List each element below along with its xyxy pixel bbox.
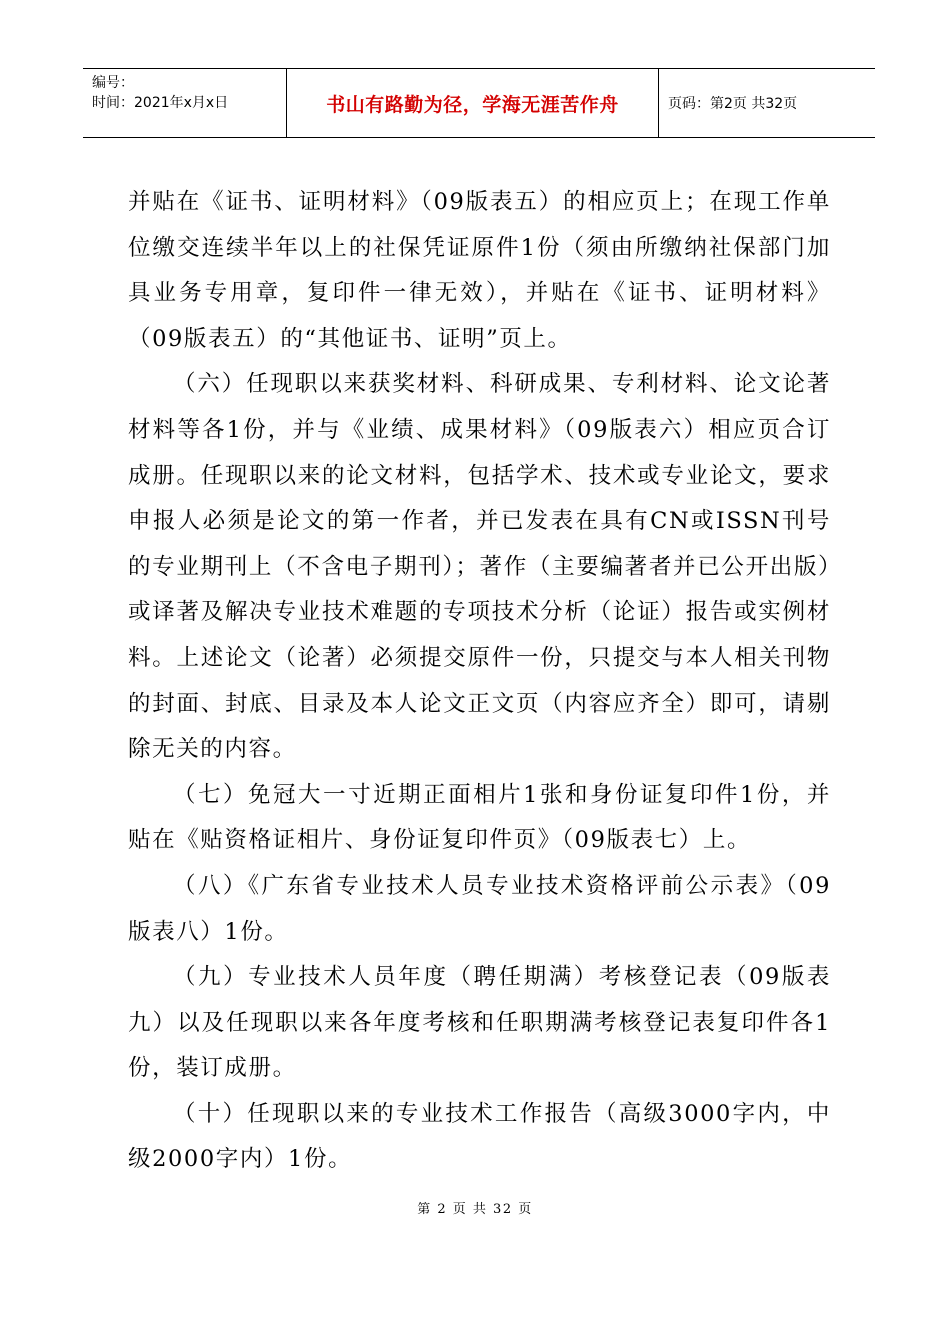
header-motto-cell [286, 69, 659, 137]
document-number-label: 编号： [92, 75, 134, 91]
body-paragraph-item-7: （七）免冠大一寸近期正面相片1张和身份证复印件1份，并贴在《贴资格证相片、身份证复印件页》（09版表七）上。 [128, 781, 831, 854]
body-paragraph-item-8: （八）《广东省专业技术人员专业技术资格评前公示表》（09版表八）1份。 [128, 872, 831, 945]
body-paragraph-continued: 并贴在《证书、证明材料》（09版表五）的相应页上；在现工作单位缴交连续半年以上的社保凭证原件1份（须由所缴纳社保部门加具业务专用章，复印件一律无效），并贴在《证书、证明材料》（09版表五）的“其他证书、证明”页上。 [128, 189, 831, 352]
header-page-cell [659, 69, 875, 137]
header-motto: 书山有路勤为径，学海无涯苦作舟 [326, 93, 619, 116]
document-body [128, 180, 831, 1183]
header-page-label: 页码：第2页 共32页 [668, 96, 798, 112]
page-footer: 第 2 页 共 32 页 [417, 1202, 533, 1217]
document-header [83, 68, 875, 138]
body-paragraph-item-6: （六）任现职以来获奖材料、科研成果、专利材料、论文论著材料等各1份，并与《业绩、成果材料》（09版表六）相应页合订成册。任现职以来的论文材料，包括学术、技术或专业论文，要求申报人必须是论文的第一作者，并已发表在具有CN或ISSN刊号的专业期刊上（不含电子期刊）；著作（主要编著者并已公开出版）或译著及解决专业技术难题的专项技术分析（论证）报告或实例材料。上述论文（论著）必须提交原件一份，只提交与本人相关刊物的封面、封底、目录及本人论文正文页（内容应齐全）即可，请剔除无关的内容。 [128, 371, 831, 763]
document-time-label: 时间：2021年x月x日 [92, 95, 229, 111]
header-meta-cell [83, 69, 286, 137]
body-paragraph-item-9: （九）专业技术人员年度（聘任期满）考核登记表（09版表九）以及任现职以来各年度考核和任职期满考核登记表复印件各1份，装订成册。 [128, 964, 831, 1082]
body-paragraph-item-10: （十）任现职以来的专业技术工作报告（高级3000字内，中级2000字内）1份。 [128, 1100, 831, 1173]
